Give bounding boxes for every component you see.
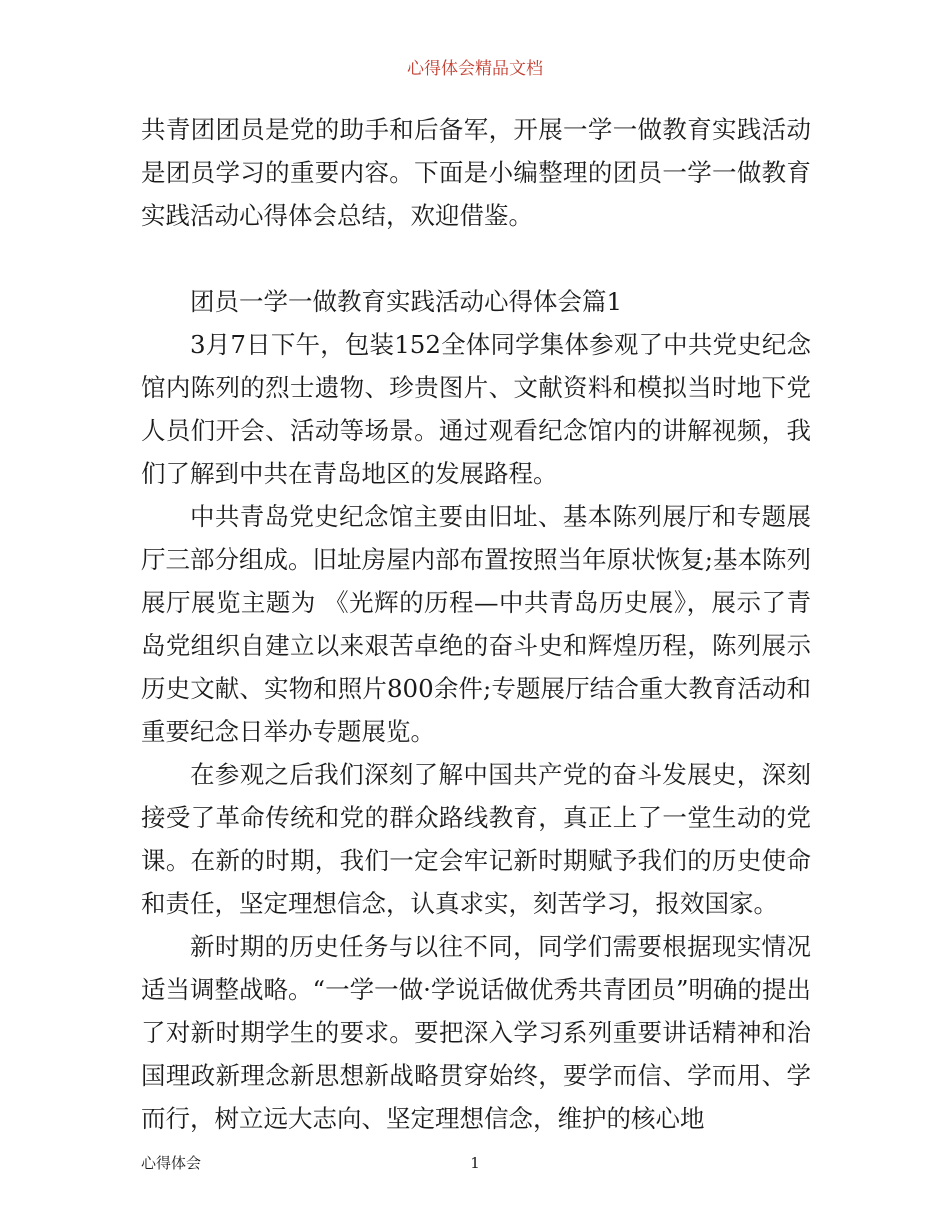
body-paragraph-2: 中共青岛党史纪念馆主要由旧址、基本陈列展厅和专题展厅三部分组成。旧址房屋内部布置按照当年原状恢复;基本陈列展厅展览主题为 《光辉的历程—中共青岛历史展》，展示了青岛党组织自建立以来艰苦卓绝的奋斗史和辉煌历程，陈列展示历史文献、实物和照片800余件;专题展厅结合重大教育活动和重要纪念日举办专题展览。 bbox=[141, 502, 811, 746]
intro-paragraph: 共青团团员是党的助手和后备军，开展一学一做教育实践活动是团员学习的重要内容。下面是小编整理的团员一学一做教育实践活动心得体会总结，欢迎借鉴。 bbox=[141, 115, 811, 230]
body-paragraph-3: 在参观之后我们深刻了解中国共产党的奋斗发展史，深刻接受了革命传统和党的群众路线教育，真正上了一堂生动的党课。在新的时期，我们一定会牢记新时期赋予我们的历史使命和责任，坚定理想信念，认真求实，刻苦学习，报效国家。 bbox=[141, 760, 811, 918]
body-paragraph-1: 3月7日下午，包装152全体同学集体参观了中共党史纪念馆内陈列的烈士遗物、珍贵图片、文献资料和模拟当时地下党人员们开会、活动等场景。通过观看纪念馆内的讲解视频，我们了解到中共在青岛地区的发展路程。 bbox=[141, 330, 811, 488]
body-paragraph-4: 新时期的历史任务与以往不同，同学们需要根据现实情况适当调整战略。“一学一做·学说话做优秀共青团员”明确的提出了对新时期学生的要求。要把深入学习系列重要讲话精神和治国理政新理念新思想新战略贯穿始终，要学而信、学而用、学而行，树立远大志向、坚定理想信念，维护的核心地 bbox=[141, 932, 811, 1133]
document-body bbox=[141, 108, 811, 1140]
section-title: 团员一学一做教育实践活动心得体会篇1 bbox=[190, 287, 623, 316]
header-title: 心得体会精品文档 bbox=[407, 59, 543, 79]
footer-label: 心得体会 bbox=[141, 1154, 202, 1172]
page-number: 1 bbox=[470, 1154, 480, 1172]
